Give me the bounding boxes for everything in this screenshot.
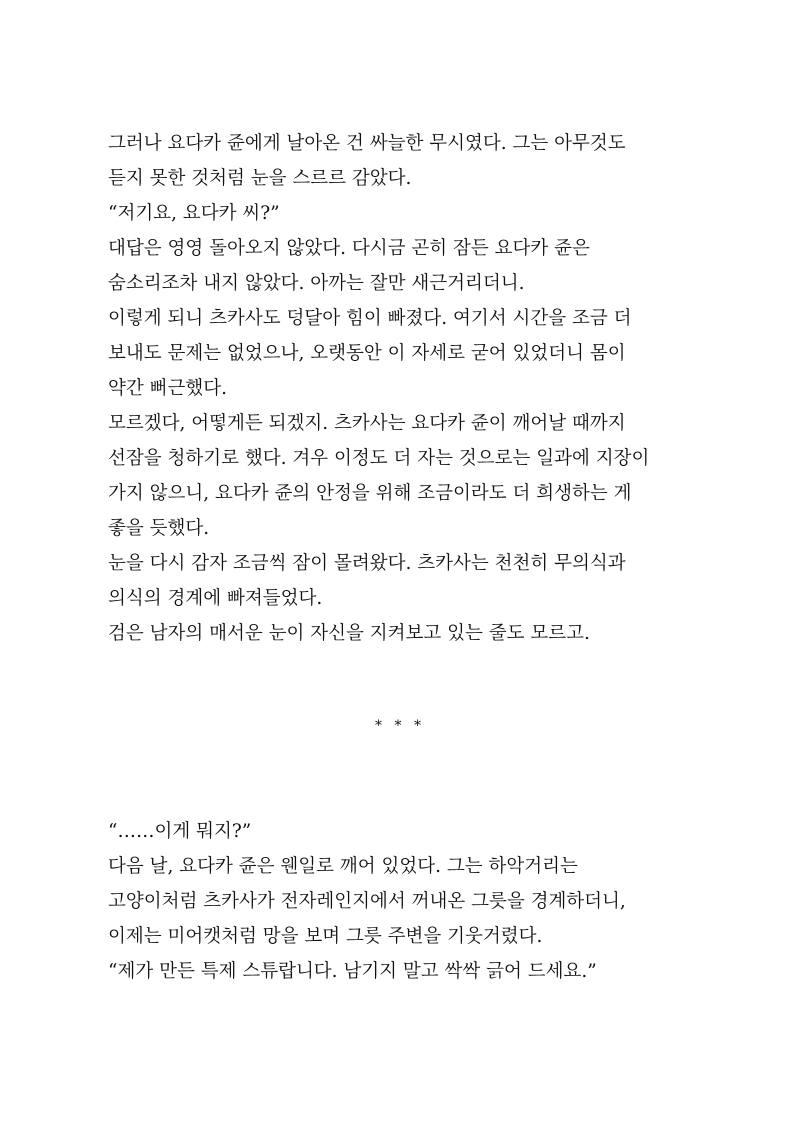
paragraph-line: “제가 만든 특제 스튜랍니다. 남기지 말고 싹싹 긁어 드세요.” <box>108 961 597 982</box>
paragraph-line: 좋을 듯했다. <box>108 518 210 539</box>
paragraph-line: 그러나 요다카 쥰에게 날아온 건 싸늘한 무시였다. 그는 아무것도 <box>108 133 626 154</box>
paragraph-line: “저기요, 요다카 씨?” <box>108 203 280 224</box>
paragraph-line: 이렇게 되니 츠카사도 덩달아 힘이 빠졌다. 여기서 시간을 조금 더 <box>108 308 632 329</box>
paragraph-line: 고양이처럼 츠카사가 전자레인지에서 꺼내온 그릇을 경계하더니, <box>108 891 626 912</box>
paragraph-line: 가지 않으니, 요다카 쥰의 안정을 위해 조금이라도 더 희생하는 게 <box>108 483 632 504</box>
paragraph-line: 숨소리조차 내지 않았다. 아까는 잘만 새근거리더니. <box>108 273 525 294</box>
paragraph-line: 듣지 못한 것처럼 눈을 스르르 감았다. <box>108 168 412 189</box>
scene-break: * * * <box>375 718 425 734</box>
paragraph-line: 보내도 문제는 없었으나, 오랫동안 이 자세로 굳어 있었더니 몸이 <box>108 343 626 364</box>
paragraph-line: 대답은 영영 돌아오지 않았다. 다시금 곤히 잠든 요다카 쥰은 <box>108 238 590 259</box>
paragraph-line: 이제는 미어캣처럼 망을 보며 그릇 주변을 기웃거렸다. <box>108 926 543 947</box>
paragraph-line: “……이게 뭐지?” <box>108 821 252 842</box>
paragraph-line: 모르겠다, 어떻게든 되겠지. 츠카사는 요다카 쥰이 깨어날 때까지 <box>108 413 626 434</box>
paragraph-line: 검은 남자의 매서운 눈이 자신을 지켜보고 있는 줄도 모르고. <box>108 623 590 644</box>
paragraph-line: 약간 뻐근했다. <box>108 378 227 399</box>
paragraph-line: 눈을 다시 감자 조금씩 잠이 몰려왔다. 츠카사는 천천히 무의식과 <box>108 553 626 574</box>
paragraph-line: 다음 날, 요다카 쥰은 웬일로 깨어 있었다. 그는 하악거리는 <box>108 856 578 877</box>
paragraph-line: 의식의 경계에 빠져들었다. <box>108 588 323 609</box>
paragraph-line: 선잠을 청하기로 했다. 겨우 이정도 더 자는 것으로는 일과에 지장이 <box>108 448 650 469</box>
